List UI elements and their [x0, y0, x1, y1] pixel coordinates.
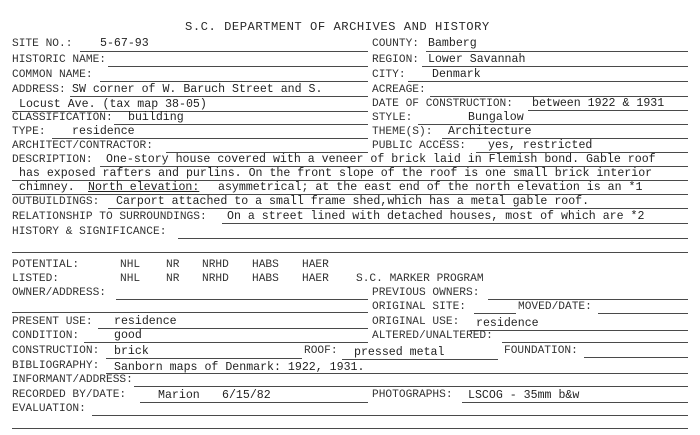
foundation-line [584, 357, 688, 358]
roof-value: pressed metal [354, 346, 445, 359]
city-value: Denmark [432, 68, 481, 81]
original-use-label: ORIGINAL USE: [372, 316, 460, 328]
description-label: DESCRIPTION: [12, 154, 93, 166]
bibliography-value: Sanborn maps of Denmark: 1922, 1931. [114, 361, 365, 374]
listed-nhl: NHL [120, 273, 141, 285]
county-line [426, 51, 688, 52]
previous-owners-label: PREVIOUS OWNERS: [372, 287, 480, 299]
potential-nr: NR [166, 259, 180, 271]
description-line3-start: chimney. [19, 181, 75, 194]
recorded-line [140, 402, 368, 403]
theme-value: Architecture [448, 125, 532, 138]
public-access-label: PUBLIC ACCESS: [372, 140, 466, 152]
history-label: HISTORY & SIGNIFICANCE: [12, 226, 167, 238]
informant-label: INFORMANT/ADDRESS: [12, 374, 133, 386]
construction-label: CONSTRUCTION: [12, 345, 100, 357]
address-line-1 [70, 96, 368, 97]
original-site-label: ORIGINAL SITE: [372, 301, 466, 313]
present-use-label: PRESENT USE: [12, 316, 93, 328]
original-use-line [470, 330, 688, 331]
historic-name-line [108, 66, 368, 67]
architect-label: ARCHITECT/CONTRACTOR: [12, 140, 153, 152]
evaluation-line-2 [12, 428, 688, 429]
potential-label: POTENTIAL: [12, 259, 80, 271]
outbuildings-line [108, 208, 688, 209]
previous-owners-line [488, 299, 688, 300]
listed-nr: NR [166, 273, 180, 285]
site-no-label: SITE NO.: [12, 38, 73, 50]
photographs-label: PHOTOGRAPHS: [372, 389, 453, 401]
recorded-name: Marion [158, 389, 200, 402]
site-no-value: 5-67-93 [100, 37, 149, 50]
style-label: STYLE: [372, 112, 413, 124]
moved-date-line [598, 313, 688, 314]
classification-value: building [128, 111, 184, 124]
region-label: REGION: [372, 54, 419, 66]
city-line [408, 81, 688, 82]
page-title: S.C. DEPARTMENT OF ARCHIVES AND HISTORY [185, 20, 490, 34]
potential-haer: HAER [302, 259, 329, 271]
classification-line [114, 124, 368, 125]
informant-line [134, 386, 688, 387]
outbuildings-value: Carport attached to a small frame shed,which has a metal gable roof. [116, 195, 590, 208]
condition-line [84, 342, 368, 343]
condition-value: good [114, 329, 142, 342]
potential-nhl: NHL [120, 259, 141, 271]
history-line-1 [178, 238, 688, 239]
sc-marker-program: S.C. MARKER PROGRAM [356, 273, 484, 285]
construction-value: brick [114, 345, 149, 358]
description-north-elevation: North elevation: [88, 181, 200, 194]
evaluation-line-1 [92, 415, 688, 416]
listed-nrhd: NRHD [202, 273, 229, 285]
moved-date-label: MOVED/DATE: [518, 301, 592, 313]
classification-label: CLASSIFICATION: [12, 112, 113, 124]
recorded-label: RECORDED BY/DATE: [12, 389, 127, 401]
potential-nrhd: NRHD [202, 259, 229, 271]
relationship-line [222, 223, 688, 224]
public-access-value: yes, restricted [488, 139, 593, 152]
altered-label: ALTERED/UNALTERED: [372, 330, 493, 342]
county-label: COUNTY: [372, 38, 419, 50]
owner-line-1 [116, 299, 368, 300]
region-line [422, 66, 688, 67]
original-use-value: residence [476, 317, 539, 330]
description-line3-end: asymmetrical; at the east end of the north elevation is an *1 [218, 181, 643, 194]
listed-haer: HAER [302, 273, 329, 285]
common-name-label: COMMON NAME: [12, 69, 93, 81]
altered-line [502, 342, 688, 343]
historic-name-label: HISTORIC NAME: [12, 54, 106, 66]
present-use-value: residence [114, 315, 177, 328]
address-value-line2: Locust Ave. (tax map 38-05) [19, 98, 207, 111]
date-construction-value: between 1922 & 1931 [532, 97, 665, 110]
photographs-line [462, 402, 688, 403]
recorded-date: 6/15/82 [222, 389, 271, 402]
address-label: ADDRESS: [12, 84, 66, 96]
acreage-label: ACREAGE: [372, 84, 426, 96]
listed-habs: HABS [252, 273, 279, 285]
bibliography-label: BIBLIOGRAPHY: [12, 360, 100, 372]
region-value: Lower Savannah [428, 53, 526, 66]
roof-line [342, 359, 498, 360]
address-value-line1: SW corner of W. Baruch Street and S. [72, 83, 323, 96]
relationship-value: On a street lined with detached houses, most of which are *2 [227, 210, 645, 223]
description-line2: has exposed rafters and purlins. On the front slope of the roof is one small brick interior [19, 167, 653, 180]
relationship-label: RELATIONSHIP TO SURROUNDINGS: [12, 211, 207, 223]
style-value: Bungalow [468, 111, 524, 124]
county-value: Bamberg [428, 37, 477, 50]
potential-habs: HABS [252, 259, 279, 271]
type-line [52, 138, 368, 139]
theme-label: THEME(S): [372, 126, 433, 138]
common-name-line [100, 81, 368, 82]
owner-label: OWNER/ADDRESS: [12, 287, 106, 299]
date-construction-label: DATE OF CONSTRUCTION: [372, 98, 513, 110]
construction-line [106, 358, 302, 359]
condition-label: CONDITION: [12, 330, 80, 342]
site-no-line [80, 51, 368, 52]
history-line-2 [12, 252, 688, 253]
roof-label: ROOF: [304, 345, 338, 357]
photographs-value: LSCOG - 35mm b&w [468, 389, 580, 402]
evaluation-label: EVALUATION: [12, 403, 86, 415]
foundation-label: FOUNDATION: [504, 345, 578, 357]
type-value: residence [72, 125, 135, 138]
bibliography-line [106, 373, 688, 374]
date-construction-line [528, 110, 688, 111]
owner-line-2 [12, 312, 368, 313]
type-label: TYPE: [12, 126, 46, 138]
original-site-line [474, 313, 516, 314]
description-line1: One-story house covered with a veneer of brick laid in Flemish bond. Gable roof [106, 153, 656, 166]
outbuildings-label: OUTBUILDINGS: [12, 196, 100, 208]
city-label: CITY: [372, 69, 406, 81]
listed-label: LISTED: [12, 273, 59, 285]
